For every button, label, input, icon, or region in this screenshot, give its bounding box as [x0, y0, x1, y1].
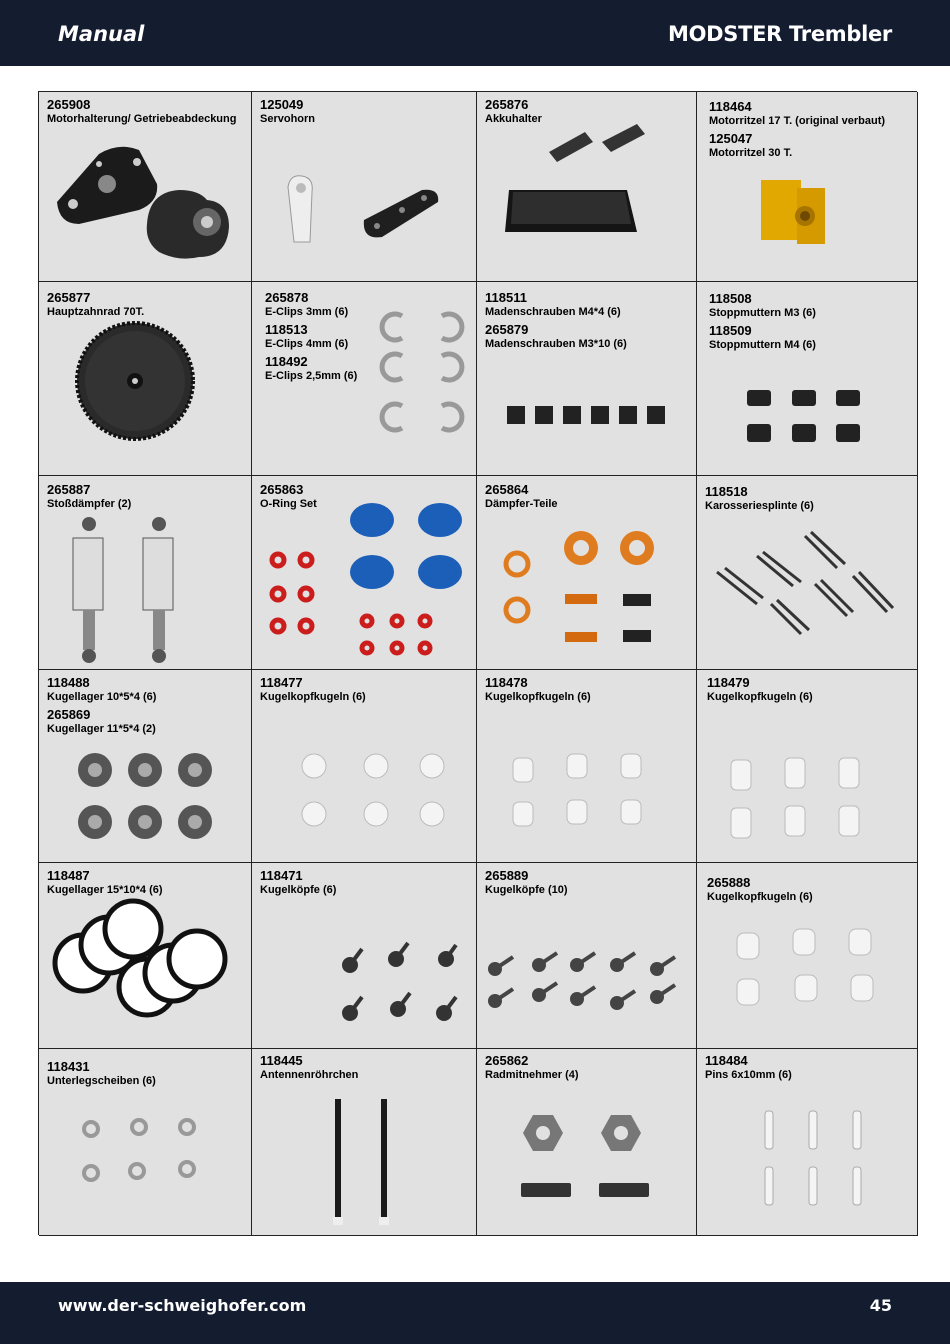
part-description: Unterlegscheiben (6) [47, 1075, 156, 1087]
part-description: Kugelkopfkugeln (6) [707, 891, 813, 903]
part-cell [477, 476, 697, 670]
part-cell [252, 476, 477, 670]
washers-image [39, 1049, 251, 1235]
part-cell [697, 282, 918, 476]
part-cell [697, 863, 918, 1049]
part-number: 265887 [47, 482, 91, 497]
part-number: 118492 [265, 354, 308, 369]
part-description: Hauptzahnrad 70T. [47, 306, 145, 318]
part-description: Motorritzel 30 T. [709, 147, 793, 159]
set-screws-image [477, 282, 696, 475]
part-cell [252, 670, 477, 863]
page-footer [0, 1282, 950, 1344]
ball-studs-image [697, 863, 917, 1048]
part-description: Kugellager 10*5*4 (6) [47, 691, 157, 703]
part-cell [477, 282, 697, 476]
part-cell [697, 476, 918, 670]
part-number: 118471 [260, 868, 303, 883]
part-cell [252, 863, 477, 1049]
part-cell [39, 476, 252, 670]
part-number: 265877 [47, 290, 91, 305]
part-number: 118479 [707, 675, 750, 690]
page-number: 45 [869, 1296, 892, 1315]
part-description: Madenschrauben M4*4 (6) [485, 306, 621, 318]
part-cell [477, 1049, 697, 1236]
part-number: 118464 [709, 99, 752, 114]
part-number: 265888 [707, 875, 751, 890]
part-number: 265862 [485, 1053, 529, 1068]
part-number: 265889 [485, 868, 529, 883]
body-clips-image [697, 476, 917, 669]
part-number: 265878 [265, 290, 309, 305]
part-number: 118487 [47, 868, 90, 883]
ball-studs-image [697, 670, 917, 862]
part-number: 118513 [265, 322, 308, 337]
part-description: O-Ring Set [260, 498, 317, 510]
part-number: 118508 [709, 291, 752, 306]
part-cell [252, 1049, 477, 1236]
part-description: Kugelkopfkugeln (6) [260, 691, 366, 703]
part-cell [697, 1049, 918, 1236]
part-number: 118509 [709, 323, 752, 338]
part-cell [39, 863, 252, 1049]
part-cell [39, 670, 252, 863]
shock-absorbers-image [39, 476, 251, 669]
antenna-tubes-image [252, 1049, 476, 1235]
part-cell [39, 1049, 252, 1236]
part-number: 118445 [260, 1053, 303, 1068]
part-description: Stoppmuttern M4 (6) [709, 339, 816, 351]
part-number: 265879 [485, 322, 529, 337]
part-description: E-Clips 2,5mm (6) [265, 370, 358, 382]
part-number: 118518 [705, 484, 748, 499]
part-number: 125049 [260, 97, 304, 112]
part-number: 265864 [485, 482, 529, 497]
lock-nuts-image [697, 282, 917, 475]
part-description: Kugelköpfe (6) [260, 884, 337, 896]
header-title: Manual [58, 22, 145, 46]
part-description: Kugelköpfe (10) [485, 884, 568, 896]
part-description: Pins 6x10mm (6) [705, 1069, 792, 1081]
part-description: Kugellager 11*5*4 (2) [47, 723, 156, 735]
part-cell [39, 282, 252, 476]
part-description: Servohorn [260, 113, 316, 125]
ball-cups-image [477, 863, 696, 1048]
part-description: Kugelkopfkugeln (6) [485, 691, 591, 703]
pinion-gear-image [697, 92, 917, 281]
ball-bearings-image [39, 670, 251, 862]
part-number: 118477 [260, 675, 303, 690]
parts-grid [38, 91, 917, 1235]
part-description: Karosseriesplinte (6) [705, 500, 814, 512]
part-number: 118431 [47, 1059, 90, 1074]
part-cell [697, 92, 918, 282]
part-number: 265908 [47, 97, 91, 112]
part-number: 118488 [47, 675, 90, 690]
footer-website: www.der-schweighofer.com [58, 1296, 307, 1315]
spur-gear-image [39, 282, 251, 475]
part-description: E-Clips 3mm (6) [265, 306, 349, 318]
part-cell [477, 92, 697, 282]
pins-image [697, 1049, 917, 1235]
bearings-large-image [39, 863, 251, 1048]
part-number: 125047 [709, 131, 753, 146]
wheel-hex-image [477, 1049, 696, 1235]
part-description: Stoppmuttern M3 (6) [709, 307, 816, 319]
part-cell [477, 670, 697, 863]
part-description: Motorritzel 17 T. (original verbaut) [709, 115, 886, 127]
motor-mount-image [39, 92, 251, 281]
part-description: Antennenröhrchen [260, 1069, 359, 1081]
servo-horn-image [252, 92, 476, 281]
part-number: 118511 [485, 290, 527, 305]
part-number: 265876 [485, 97, 529, 112]
page-header [0, 0, 950, 66]
part-description: Radmitnehmer (4) [485, 1069, 579, 1081]
part-cell [697, 670, 918, 863]
header-product: MODSTER Trembler [668, 22, 892, 46]
ball-studs-image [252, 670, 476, 862]
part-description: Motorhalterung/ Getriebeabdeckung [47, 113, 237, 125]
part-description: Dämpfer-Teile [485, 498, 558, 510]
e-clips-image [252, 282, 476, 475]
part-description: E-Clips 4mm (6) [265, 338, 349, 350]
part-description: Stoßdämpfer (2) [47, 498, 132, 510]
part-number: 118478 [485, 675, 528, 690]
ball-cups-image [252, 863, 476, 1048]
part-cell [252, 282, 477, 476]
o-ring-set-image [252, 476, 476, 669]
part-number: 118484 [705, 1053, 748, 1068]
part-cell [477, 863, 697, 1049]
part-description: Madenschrauben M3*10 (6) [485, 338, 627, 350]
part-number: 265869 [47, 707, 91, 722]
battery-holder-image [477, 92, 696, 281]
part-description: Kugellager 15*10*4 (6) [47, 884, 163, 896]
part-cell [252, 92, 477, 282]
damper-parts-image [477, 476, 696, 669]
part-number: 265863 [260, 482, 304, 497]
part-description: Akkuhalter [485, 113, 542, 125]
part-cell [39, 92, 252, 282]
ball-studs-image [477, 670, 696, 862]
part-description: Kugelkopfkugeln (6) [707, 691, 813, 703]
